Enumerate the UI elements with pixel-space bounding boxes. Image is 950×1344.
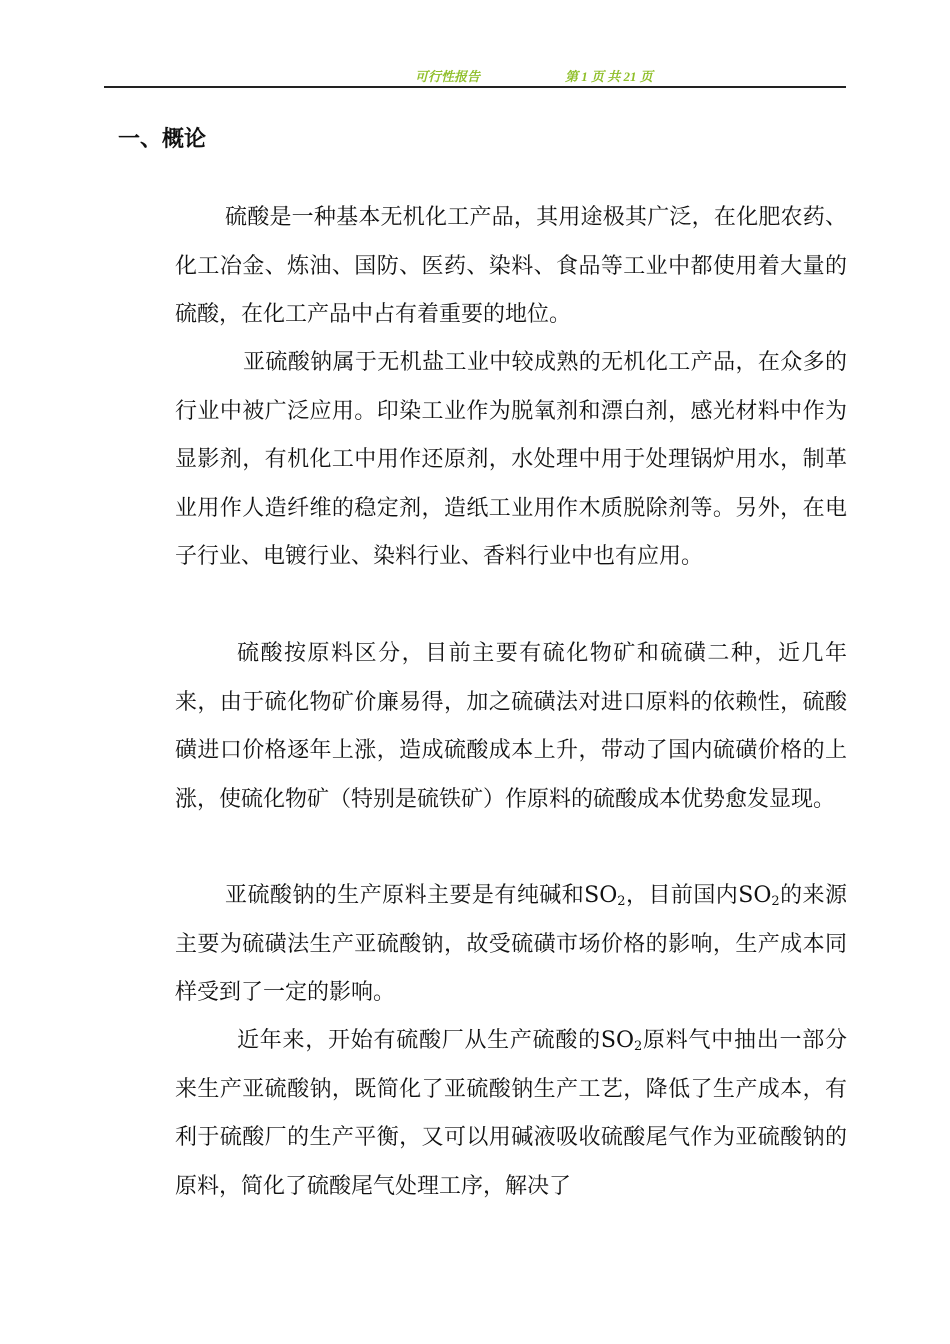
p4-subscript-2: 2 <box>771 894 780 909</box>
paragraph-sulfuric-acid-intro: 硫酸是一种基本无机化工产品，其用途极其广泛，在化肥农药、化工冶金、炼油、国防、医药、染料、食品等工业中都使用着大量的硫酸，在化工产品中占有着重要的地位。 <box>175 205 847 327</box>
header-title: 可行性报告 <box>415 69 481 84</box>
section-heading: 一、概论 <box>118 127 207 152</box>
p5-subscript-1: 2 <box>634 1039 643 1054</box>
p4-text-3: 的来源主要为硫磺法生产亚硫酸钠，故受硫磺市场价格的影响，生产成本同样受到了一定的影响。 <box>175 883 847 1005</box>
paragraph-so2-source <box>175 872 847 1018</box>
paragraph-raw-materials: 硫酸按原料区分，目前主要有硫化物矿和硫磺二种，近几年来，由于硫化物矿价廉易得，加之硫磺法对进口原料的依赖性，硫酸磺进口价格逐年上涨，造成硫酸成本上升，带动了国内硫磺价格的上涨，使硫化物矿（特别是硫铁矿）作原料的硫酸成本优势愈发显现。 <box>175 641 847 812</box>
paragraph-sodium-sulfite-uses: 亚硫酸钠属于无机盐工业中较成熟的无机化工产品，在众多的行业中被广泛应用。印染工业作为脱氧剂和漂白剂，感光材料中作为显影剂，有机化工中用作还原剂，水处理中用于处理锅炉用水，制革业用作人造纤维的稳定剂，造纸工业用作木质脱除剂等。另外，在电子行业、电镀行业、染料行业、香料行业中也有应用。 <box>175 350 847 569</box>
p4-text-1: 亚硫酸钠的生产原料主要是有纯碱和SO <box>225 883 618 908</box>
page-header <box>104 66 846 88</box>
p4-subscript-1: 2 <box>617 894 626 909</box>
paragraph-recent-developments <box>175 1017 847 1211</box>
p4-text-2: ，目前国内SO <box>625 883 772 908</box>
header-page-info: 第 1 页 共 21 页 <box>565 69 653 84</box>
p5-text-2: 原料气中抽出一部分来生产亚硫酸钠，既简化了亚硫酸钠生产工艺，降低了生产成本，有利于硫酸厂的生产平衡，又可以用碱液吸收硫酸尾气作为亚硫酸钠的原料，简化了硫酸尾气处理工序，解决了 <box>175 1028 847 1199</box>
p5-text-1: 近年来，开始有硫酸厂从生产硫酸的SO <box>237 1028 635 1053</box>
